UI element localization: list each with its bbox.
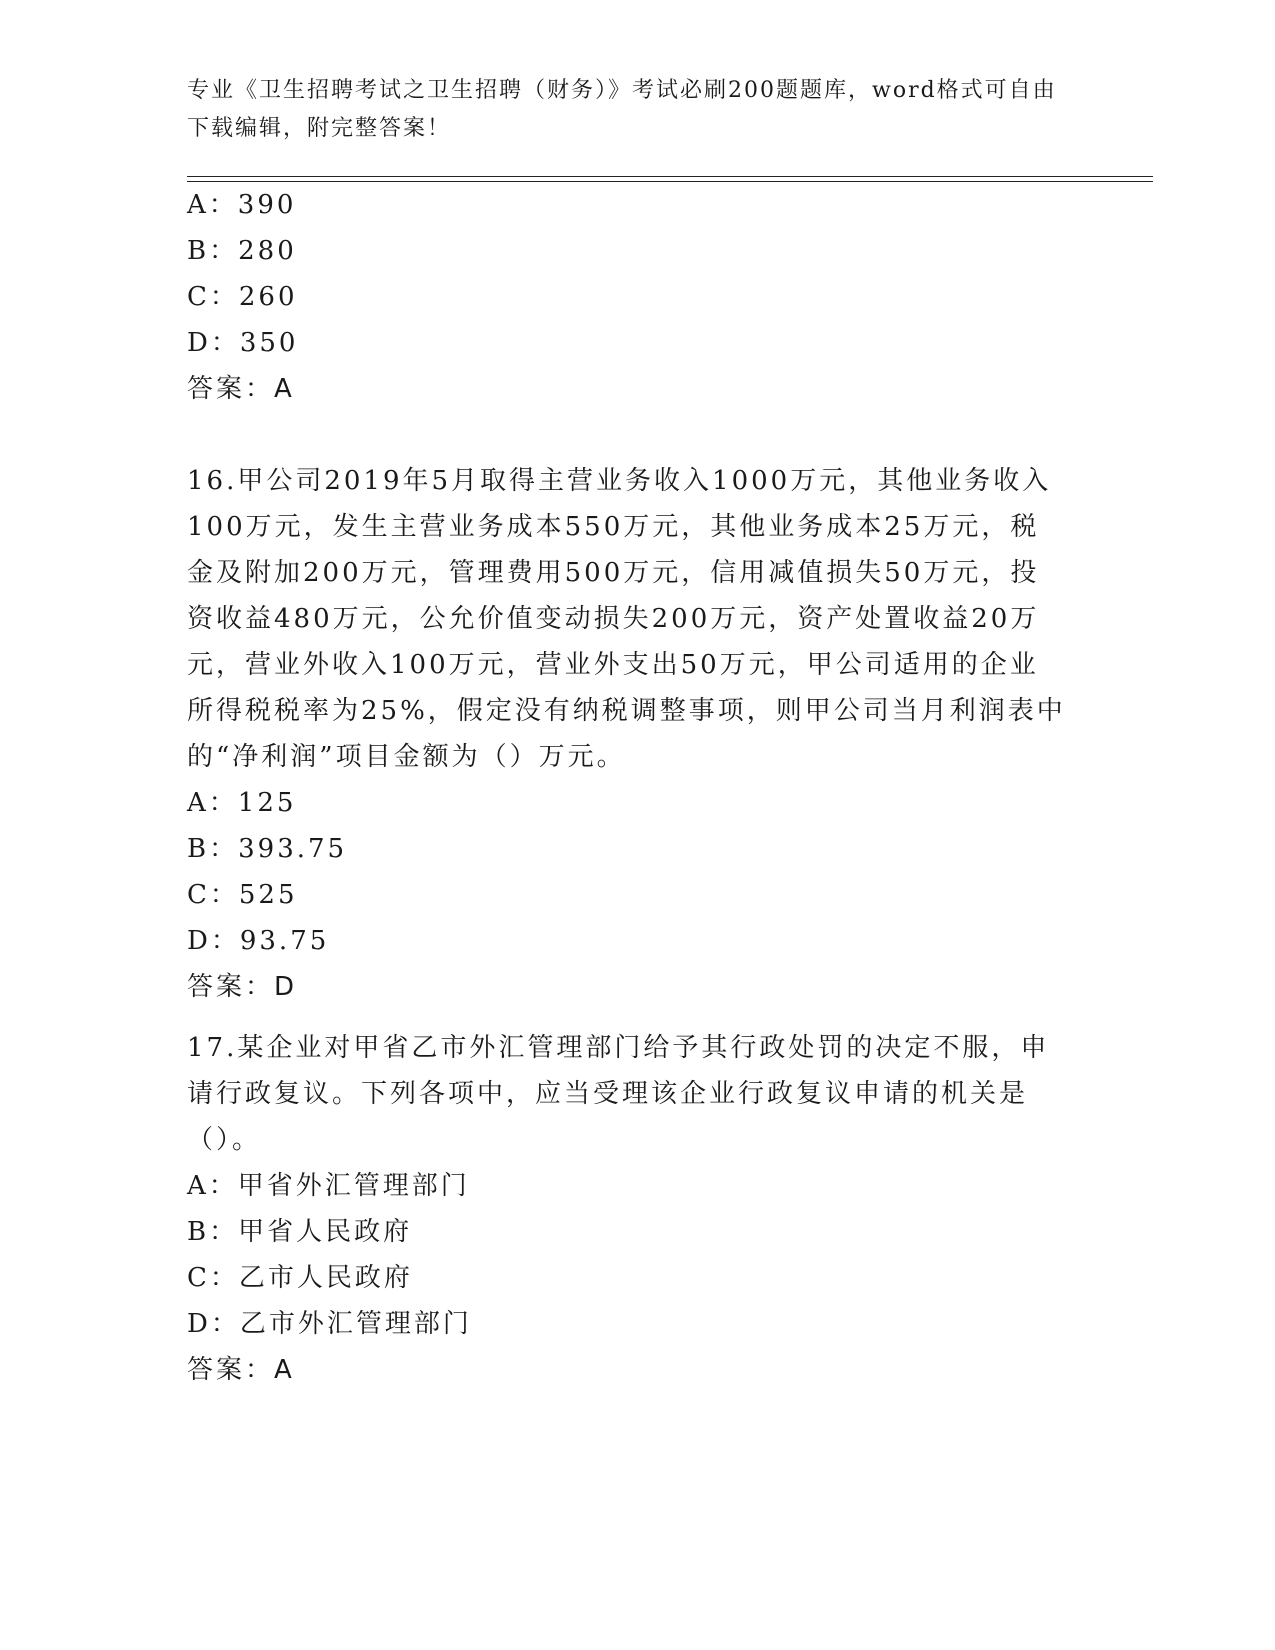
answer-label: 答案：D [187, 972, 298, 1002]
option-b: B：甲省人民政府 [187, 1217, 413, 1247]
option-a: A：390 [187, 190, 297, 220]
option-d: D：乙市外汇管理部门 [187, 1309, 472, 1339]
question-text: 17.某企业对甲省乙市外汇管理部门给予其行政处罚的决定不服，申请行政复议。下列各项中，应当受理该企业行政复议申请的机关是（）。 [187, 1033, 1050, 1155]
option-c: C：乙市人民政府 [187, 1263, 413, 1293]
question-15-block [187, 182, 1077, 412]
answer-label: 答案：A [187, 374, 295, 404]
question-17-block [187, 1025, 1077, 1393]
option-a: A：125 [187, 788, 297, 818]
question-text: 16.甲公司2019年5月取得主营业务收入1000万元，其他业务收入100万元，发生主营业务成本550万元，其他业务成本25万元，税金及附加200万元，管理费用500万元，信用减值损失50万元，投资收益480万元，公允价值变动损失200万元，资产处置收益20万元，营业外收入100万元，营业外支出50万元，甲公司适用的企业所得税税率为25%，假定没有纳税调整事项，则甲公司当月利润表中的“净利润”项目金额为（）万元。 [187, 466, 1066, 772]
document-header: 专业《卫生招聘考试之卫生招聘（财务）》考试必刷200题题库，word格式可自由下载编辑，附完整答案！ [187, 78, 1057, 141]
option-d: D：350 [187, 328, 299, 358]
answer-label: 答案：A [187, 1355, 295, 1385]
option-b: B：393.75 [187, 834, 348, 864]
option-a: A：甲省外汇管理部门 [187, 1171, 470, 1201]
option-b: B：280 [187, 236, 297, 266]
option-c: C：525 [187, 880, 298, 910]
header-divider-top [187, 176, 1153, 177]
question-16-block [187, 458, 1077, 1010]
option-c: C：260 [187, 282, 298, 312]
option-d: D：93.75 [187, 926, 330, 956]
